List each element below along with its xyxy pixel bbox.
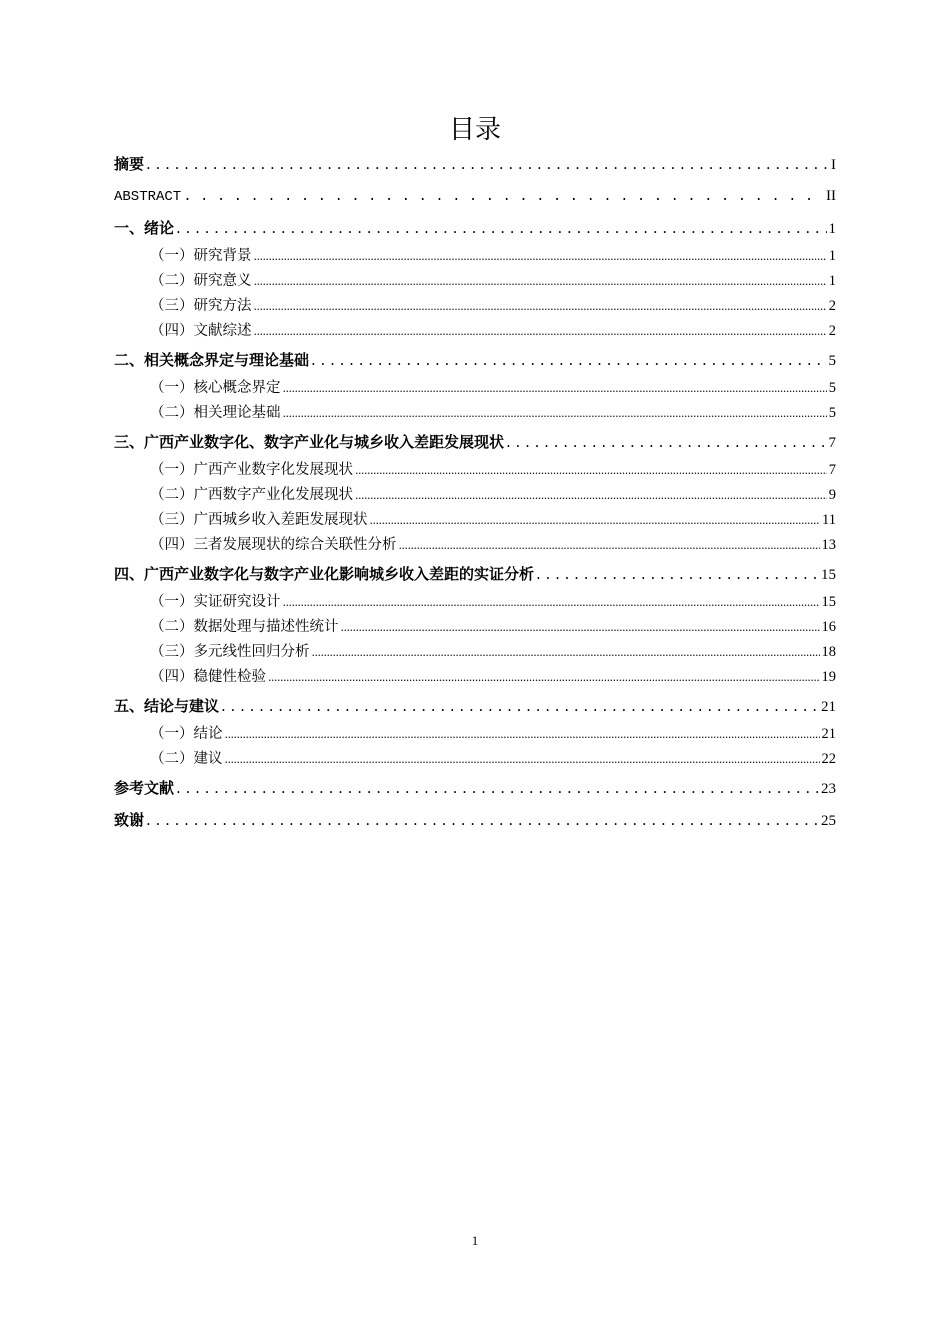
toc-entry-title: （一）核心概念界定 [150,380,281,396]
toc-entry-title: 五、结论与建议 [114,697,220,715]
toc-chapter-entry[interactable] [114,148,836,180]
toc-dot-leader [225,747,820,772]
toc-section-entry[interactable] [114,319,836,344]
toc-dot-leader [176,212,826,244]
toc-dot-leader [254,269,827,294]
toc-dot-leader [355,483,827,508]
toc-section-entry[interactable] [114,665,836,690]
toc-entry-title: （四）文献综述 [150,323,252,339]
toc-entry-page: 1 [828,273,836,289]
toc-dot-leader [254,244,827,269]
page-number: 1 [471,1233,479,1248]
toc-dot-leader [506,426,826,458]
toc-entry-title: （四）三者发展现状的综合关联性分析 [150,537,397,553]
toc-entry-page: 7 [828,435,836,451]
toc-chapter-entry[interactable] [114,804,836,836]
toc-entry-page: 9 [828,487,836,503]
toc-section-entry[interactable] [114,244,836,269]
toc-section-entry[interactable] [114,483,836,508]
toc-entry-title: 摘要 [114,155,145,173]
toc-dot-leader [254,294,827,319]
toc-dot-leader [311,344,826,376]
toc-entry-page: 19 [821,669,836,685]
toc-section-entry[interactable] [114,376,836,401]
toc-dot-leader [341,615,820,640]
toc-dot-leader [221,690,819,722]
toc-dot-leader [254,319,827,344]
toc-entry-page: 1 [828,221,836,237]
toc-section-entry[interactable] [114,722,836,747]
toc-section-entry[interactable] [114,747,836,772]
toc-entry-title: 二、相关概念界定与理论基础 [114,351,310,369]
toc-entry-title: （二）数据处理与描述性统计 [150,619,339,635]
toc-entry-page: 5 [828,405,836,421]
toc-entry-page: 2 [828,323,836,339]
toc-section-entry[interactable] [114,269,836,294]
toc-entry-page: 16 [821,619,836,635]
toc-entry-title: 三、广西产业数字化、数字产业化与城乡收入差距发展现状 [114,433,505,451]
toc-entry-page: 13 [821,537,836,553]
toc-entry-title: （四）稳健性检验 [150,669,266,685]
toc-entry-title: （三）广西城乡收入差距发展现状 [150,512,368,528]
toc-section-entry[interactable] [114,590,836,615]
toc-dot-leader [399,533,820,558]
toc-chapter-entry[interactable] [114,180,836,212]
toc-dot-leader [355,458,827,483]
toc-entry-page: 7 [828,462,836,478]
toc-dot-leader [283,401,827,426]
toc-dot-leader [225,722,820,747]
toc-entry-title: （三）多元线性回归分析 [150,644,310,660]
toc-dot-leader [268,665,820,690]
toc-entry-page: 15 [821,567,836,583]
toc-entry-title: 致谢 [114,811,145,829]
toc-entry-title: （二）建议 [150,751,223,767]
toc-entry-page: 2 [828,298,836,314]
toc-chapter-entry[interactable] [114,426,836,458]
toc-dot-leader [146,148,829,180]
toc-dot-leader [283,590,820,615]
toc-entry-page: 25 [821,813,836,829]
toc-chapter-entry[interactable] [114,344,836,376]
toc-entry-title: （二）研究意义 [150,273,252,289]
toc-chapter-entry[interactable] [114,558,836,590]
toc-section-entry[interactable] [114,294,836,319]
toc-entry-page: 15 [821,594,836,610]
toc-dot-leader [370,508,821,533]
toc-section-entry[interactable] [114,615,836,640]
toc-section-entry[interactable] [114,458,836,483]
toc-section-entry[interactable] [114,401,836,426]
toc-entry-page: I [831,157,836,173]
toc-section-entry[interactable] [114,508,836,533]
toc-entry-page: 5 [828,353,836,369]
toc-dot-leader [176,772,819,804]
toc-entry-title: （一）实证研究设计 [150,594,281,610]
toc-dot-leader [312,640,820,665]
toc-entry-title: 一、绪论 [114,219,175,237]
toc-chapter-entry[interactable] [114,772,836,804]
toc-dot-leader [283,376,827,401]
toc-dot-leader [146,804,819,836]
toc-entry-title: （二）相关理论基础 [150,405,281,421]
toc-entry-title: ABSTRACT [114,189,182,205]
toc-entry-page: 21 [821,699,836,715]
toc-entry-page: 21 [821,726,836,742]
table-of-contents [114,148,836,836]
toc-chapter-entry[interactable] [114,690,836,722]
toc-entry-page: 1 [828,248,836,264]
toc-chapter-entry[interactable] [114,212,836,244]
toc-entry-title: 参考文献 [114,779,175,797]
toc-entry-page: 5 [828,380,836,396]
toc-entry-title: （三）研究方法 [150,298,252,314]
page-title: 目录 [448,115,501,145]
toc-dot-leader [536,558,819,590]
toc-entry-title: （二）广西数字产业化发展现状 [150,487,353,503]
toc-section-entry[interactable] [114,640,836,665]
toc-entry-title: （一）结论 [150,726,223,742]
toc-entry-page: 11 [822,512,836,528]
toc-entry-title: （一）广西产业数字化发展现状 [150,462,353,478]
toc-section-entry[interactable] [114,533,836,558]
toc-entry-page: 22 [821,751,836,767]
toc-dot-leader [183,181,824,213]
toc-entry-title: 四、广西产业数字化与数字产业化影响城乡收入差距的实证分析 [114,565,535,583]
toc-entry-page: 18 [821,644,836,660]
toc-entry-title: （一）研究背景 [150,248,252,264]
toc-entry-page: 23 [821,781,836,797]
toc-entry-page: II [826,188,836,204]
